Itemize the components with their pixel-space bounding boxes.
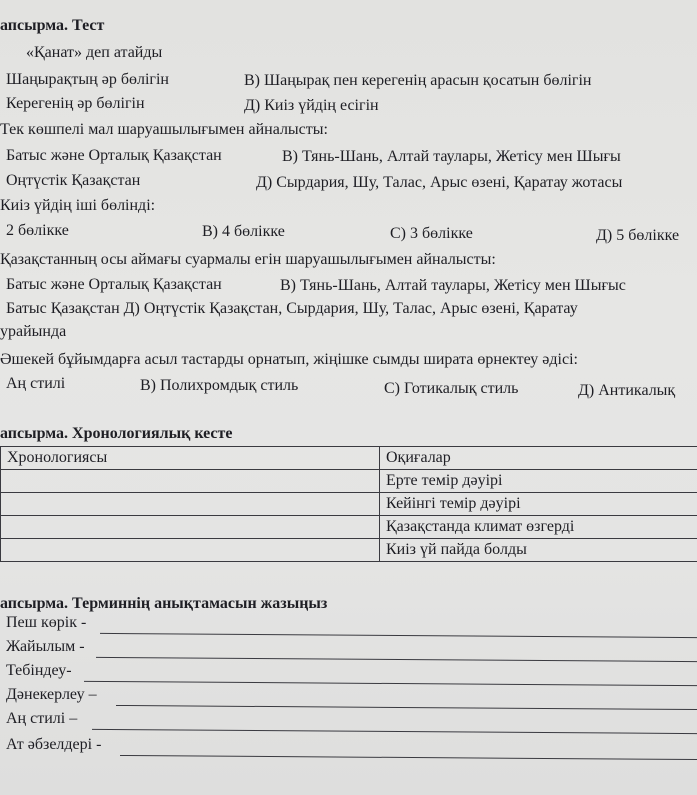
table-cell-chronology-empty[interactable] — [1, 470, 380, 493]
q1-option-b: В) Шаңырақ пен керегенің арасын қосатын бөлігін — [244, 72, 592, 89]
q2-option-d: Д) Сырдария, Шу, Талас, Арыс өзені, Қаратау жотасы — [256, 174, 623, 191]
term-label: Дәнекерлеу – — [6, 686, 97, 703]
q1-question: «Қанат» деп атайды — [26, 44, 163, 61]
table-cell-event: Киіз үй пайда болды — [380, 539, 697, 562]
table-cell-event: Қазақстанда климат өзгерді — [380, 516, 697, 539]
table-cell-chronology-empty[interactable] — [1, 539, 380, 562]
table-row — [1, 493, 697, 516]
q1-option-d: Д) Киіз үйдің есігін — [244, 97, 379, 114]
term-label: Аң стилі – — [6, 710, 78, 727]
table-row — [1, 447, 697, 470]
term-label: Жайылым - — [6, 638, 85, 655]
q5-option-d: Д) Антикалық — [578, 382, 676, 399]
table-row — [1, 516, 697, 539]
q3-question: Киіз үйдің іші бөлінді: — [0, 197, 156, 214]
q4-option-c-d: Батыс Қазақстан Д) Оңтүстік Қазақстан, Сырдария, Шу, Талас, Арыс өзені, Қаратау — [6, 300, 578, 317]
term-answer-line[interactable] — [116, 705, 697, 710]
q5-option-c: С) Готикалық стиль — [384, 380, 519, 397]
term-label: Тебіндеу- — [6, 662, 72, 679]
q5-option-b: В) Полихромдық стиль — [140, 377, 299, 394]
term-answer-line[interactable] — [96, 657, 697, 662]
term-answer-line[interactable] — [100, 633, 697, 638]
q2-option-b: В) Тянь-Шань, Алтай таулары, Жетісу мен Шығы — [282, 148, 621, 165]
q3-option-b: В) 4 бөлікке — [202, 223, 285, 240]
q1-option-a: Шаңырақтың әр бөлігін — [6, 71, 169, 88]
q3-option-a: 2 бөлікке — [6, 222, 69, 239]
q3-option-d: Д) 5 бөлікке — [596, 227, 680, 244]
table-row — [1, 539, 697, 562]
table-cell-event: Ерте темір дәуірі — [380, 470, 697, 493]
section-test-heading: апсырма. Тест — [0, 17, 105, 34]
q4-option-b: В) Тянь-Шань, Алтай таулары, Жетісу мен Шығыс — [280, 277, 626, 294]
q5-option-a: Аң стилі — [6, 375, 66, 392]
q3-option-c: С) 3 бөлікке — [390, 225, 473, 242]
q4-option-a: Батыс және Орталық Қазақстан — [6, 276, 222, 293]
table-header-chronology: Хронологиясы — [1, 447, 380, 470]
table-cell-event: Кейінгі темір дәуірі — [380, 493, 697, 516]
q2-option-c: Оңтүстік Қазақстан — [6, 172, 141, 189]
term-answer-line[interactable] — [120, 755, 697, 760]
table-header-events: Оқиғалар — [380, 447, 697, 470]
section-chronology-heading: апсырма. Хронологиялық кесте — [0, 425, 233, 442]
q1-option-c: Керегенің әр бөлігін — [6, 95, 145, 112]
q4-question: Қазақстанның осы аймағы суармалы егін шаруашылығымен айналысты: — [0, 251, 496, 268]
chronology-table — [0, 446, 697, 562]
q4-option-continuation: урайында — [0, 323, 67, 340]
table-cell-chronology-empty[interactable] — [1, 493, 380, 516]
q2-question: Тек көшпелі мал шаруашылығымен айналысты: — [0, 121, 328, 138]
term-answer-line[interactable] — [92, 729, 697, 734]
term-label: Пеш көрік - — [6, 614, 87, 631]
q5-question: Әшекей бұйымдарға асыл тастарды орнатып, жіңішке сымды ширата өрнектеу әдісі: — [0, 351, 578, 368]
table-cell-chronology-empty[interactable] — [1, 516, 380, 539]
table-row — [1, 470, 697, 493]
section-terms-heading: апсырма. Терминнің анықтамасын жазыңыз — [0, 595, 328, 612]
term-answer-line[interactable] — [84, 681, 697, 686]
term-label: Ат әбзелдері - — [6, 736, 102, 753]
q2-option-a: Батыс және Орталық Қазақстан — [6, 147, 222, 164]
